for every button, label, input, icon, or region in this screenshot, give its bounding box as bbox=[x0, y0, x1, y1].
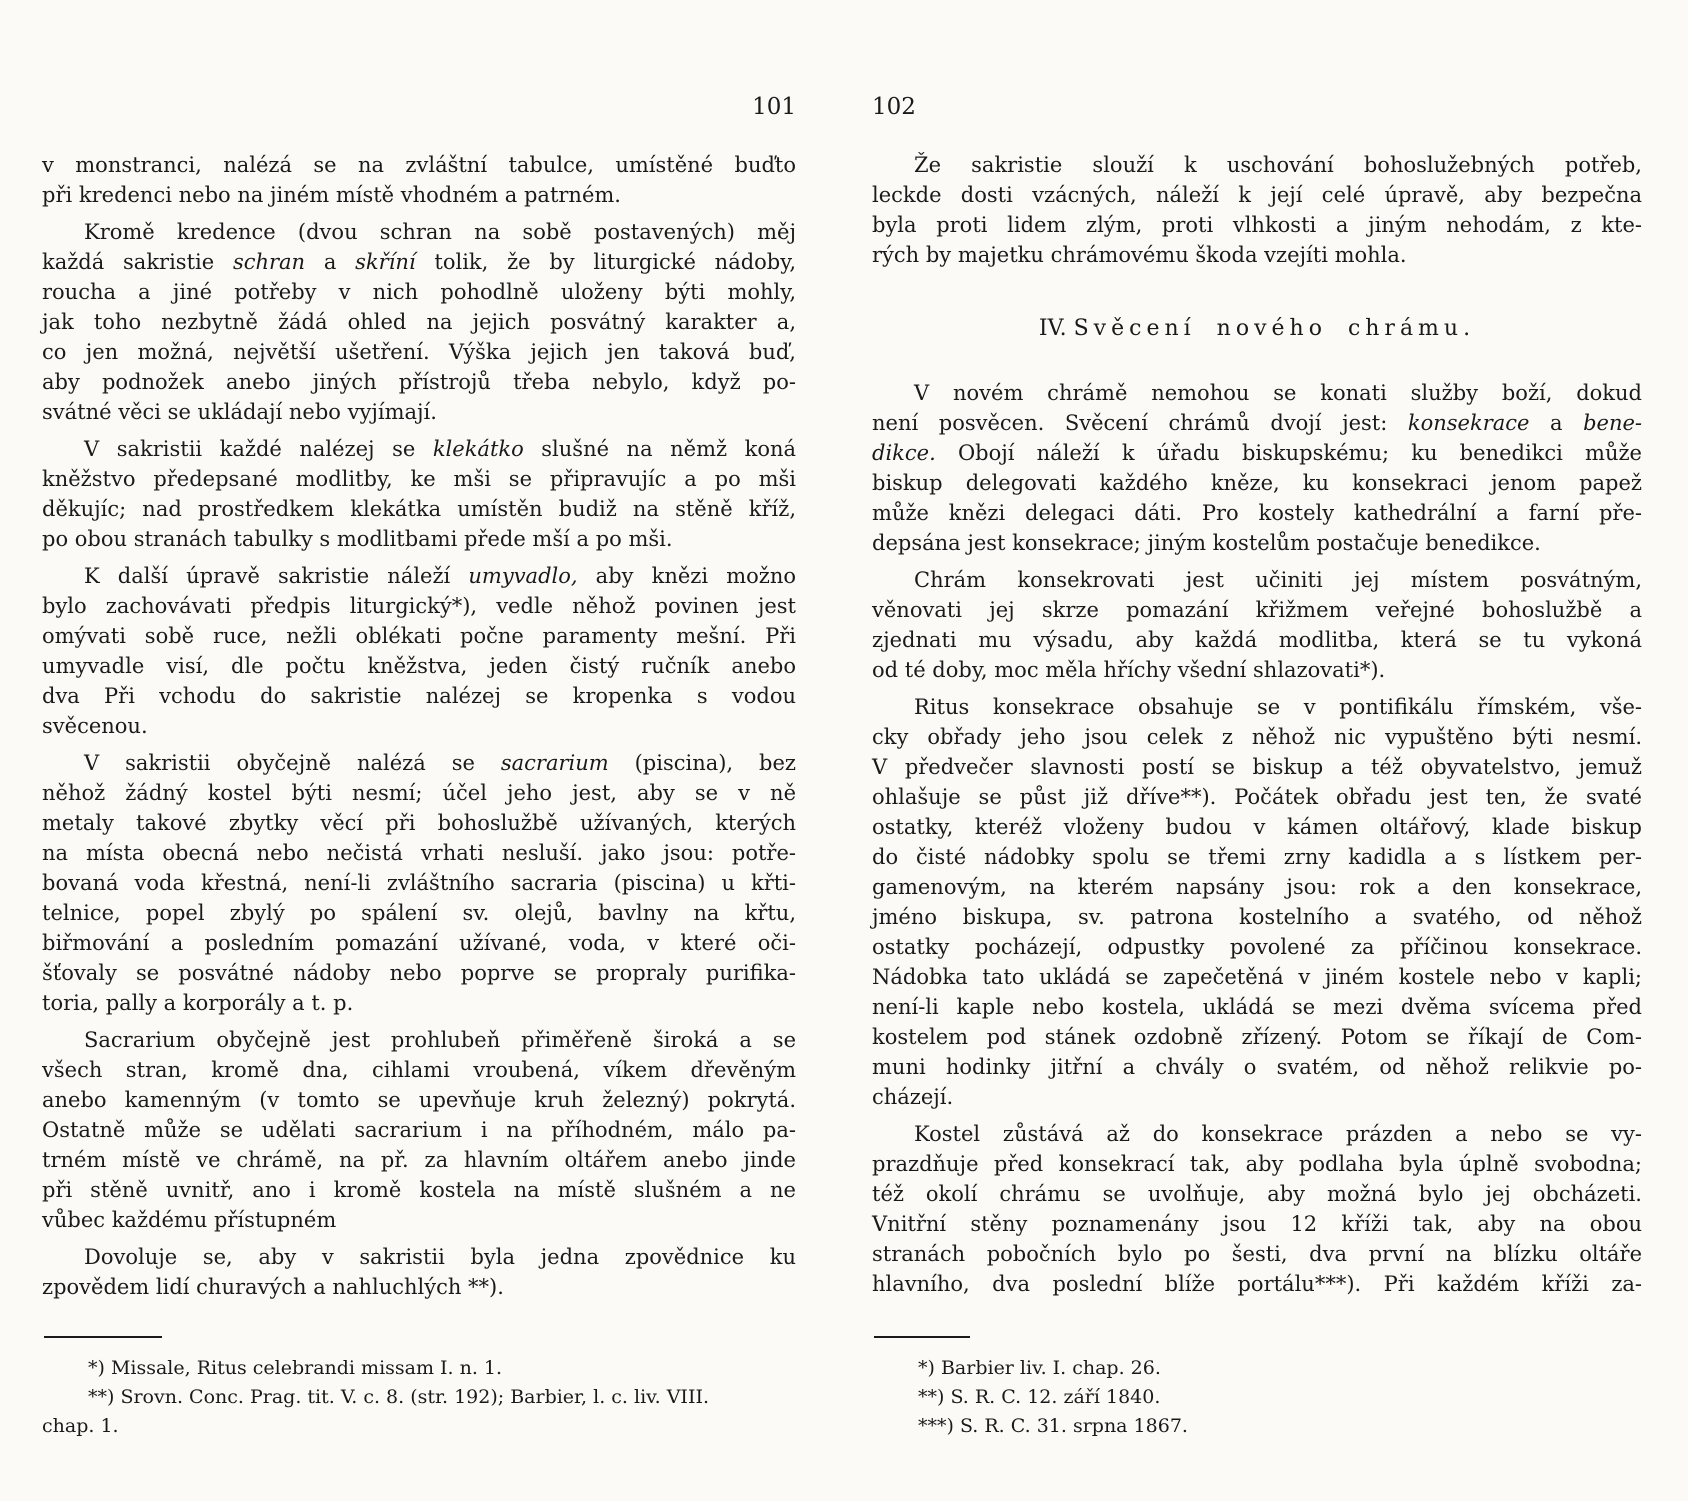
text-line: od té doby, moc měla hříchy všední shlazovati*). bbox=[872, 658, 1386, 682]
text-line: též okolí chrámu se uvolňuje, aby možná bylo jej obcházeti. bbox=[872, 1182, 1642, 1206]
text-line: Ritus konsekrace obsahuje se v pontifikálu římském, vše- bbox=[914, 695, 1642, 719]
text-line: dva Při vchodu do sakristie nalézej se kropenka s vodou bbox=[42, 684, 796, 708]
text-line: leckde dosti vzácných, náleží k její celé úpravě, aby bezpečna bbox=[872, 183, 1642, 207]
heading-title: Svěcení nového chrámu. bbox=[1073, 316, 1476, 341]
footnote-line: **) Srovn. Conc. Prag. tit. V. c. 8. (str. 192); Barbier, l. c. liv. VIII. bbox=[88, 1386, 709, 1408]
text-line: umyvadle visí, dle počtu kněžstva, jeden čistý ručník anebo bbox=[42, 654, 796, 678]
text-line: šťovaly se posvátné nádoby nebo poprve se propraly purifika- bbox=[42, 961, 796, 985]
paragraph bbox=[42, 561, 796, 741]
text-line: gamenovým, na kterém napsány jsou: rok a den konsekrace, bbox=[872, 875, 1642, 899]
footnote-line: *) Barbier liv. I. chap. 26. bbox=[918, 1357, 1161, 1379]
text-line: V sakristii obyčejně nalézá se sacrarium (piscina), bez bbox=[84, 751, 796, 775]
text-line: trném místě ve chrámě, na př. za hlavním oltářem anebo jinde bbox=[42, 1148, 796, 1172]
text-line: muni hodinky jitřní a chvály o svatém, od něhož relikvie po- bbox=[872, 1055, 1642, 1079]
text-line: kněžstvo předepsané modlitby, ke mši se připravujíc a po mši bbox=[42, 467, 796, 491]
page-102 bbox=[872, 0, 1642, 1501]
text-line: jak toho nezbytně žádá ohled na jejich posvátný karakter a, bbox=[42, 310, 796, 334]
text-line: aby podnožek anebo jiných přístrojů třeba nebylo, když po- bbox=[42, 370, 796, 394]
paragraph bbox=[42, 748, 796, 1018]
footnote-rule bbox=[874, 1336, 970, 1338]
page-content bbox=[42, 150, 796, 1309]
text-line: zjednati mu výsadu, aby každá modlitba, která se tu vykoná bbox=[872, 628, 1642, 652]
footnote-line: **) S. R. C. 12. září 1840. bbox=[918, 1386, 1161, 1408]
page-number: 102 bbox=[872, 94, 916, 120]
text-line: svátné věci se ukládají nebo vyjímají. bbox=[42, 400, 437, 424]
text-line: do čisté nádobky spolu se třemi zrny kadidla a s lístkem per- bbox=[872, 845, 1642, 869]
footnote-list bbox=[42, 1354, 796, 1441]
text-line: cky obřady jeho jsou celek z něhož nic vypuštěno býti nesmí. bbox=[872, 725, 1642, 749]
text-line: Sacrarium obyčejně jest prohlubeň přiměřeně široká a se bbox=[84, 1028, 796, 1052]
paragraph bbox=[42, 217, 796, 427]
text-line: V sakristii každé nalézej se klekátko slušné na němž koná bbox=[84, 437, 797, 461]
text-line: věnovati jej skrze pomazání křižmem veřejné bohoslužbě a bbox=[872, 598, 1642, 622]
footnotes bbox=[872, 1336, 1642, 1441]
text-line: Nádobka tato ukládá se zapečetěná v jiném kostele nebo v kapli; bbox=[872, 965, 1642, 989]
text-line: ostatky, kteréž vloženy budou v kámen oltářový, klade biskup bbox=[872, 815, 1642, 839]
text-line: Kostel zůstává až do konsekrace prázden a nebo se vy- bbox=[914, 1122, 1642, 1146]
text-line: Chrám konsekrovati jest učiniti jej místem posvátným, bbox=[914, 568, 1642, 592]
text-line: co jen možná, největší ušetření. Výška jejich jen taková buď, bbox=[42, 340, 796, 364]
text-line: bovaná voda křestná, není-li zvláštního sacraria (piscina) u křti- bbox=[42, 871, 796, 895]
text-line: všech stran, kromě dna, cihlami vroubená, víkem dřevěným bbox=[42, 1058, 796, 1082]
text-line: depsána jest konsekrace; jiným kostelům postačuje benedikce. bbox=[872, 531, 1541, 555]
paragraph bbox=[872, 692, 1642, 1112]
paragraph bbox=[42, 434, 796, 554]
text-line: toria, pally a korporály a t. p. bbox=[42, 991, 354, 1015]
footnote-line: ***) S. R. C. 31. srpna 1867. bbox=[918, 1415, 1188, 1437]
text-line: při kredenci nebo na jiném místě vhodném a patrném. bbox=[42, 183, 621, 207]
footnotes bbox=[42, 1336, 796, 1441]
heading-numeral: IV. bbox=[1038, 316, 1074, 341]
text-line: při stěně uvnitř, ano i kromě kostela na místě slušném a ne bbox=[42, 1178, 796, 1202]
page-number: 101 bbox=[752, 94, 796, 120]
text-line: každá sakristie schran a skříní tolik, že by liturgické nádoby, bbox=[42, 250, 796, 274]
paragraph bbox=[872, 1119, 1642, 1299]
paragraph bbox=[872, 378, 1642, 558]
text-line: roucha a jiné potřeby v nich pohodlně uloženy býti mohly, bbox=[42, 280, 796, 304]
footnote-list bbox=[872, 1354, 1642, 1441]
text-line: může knězi delegaci dáti. Pro kostely kathedrální a farní pře- bbox=[872, 501, 1642, 525]
page-content bbox=[872, 150, 1642, 1306]
text-line: ohlašuje se půst již dříve**). Počátek obřadu jest ten, že svaté bbox=[872, 785, 1642, 809]
text-line: metaly takové zbytky věcí při bohoslužbě užívaných, kterých bbox=[42, 811, 796, 835]
text-line: svěcenou. bbox=[42, 714, 148, 738]
text-line: Ostatně může se udělati sacrarium i na příhodném, málo pa- bbox=[42, 1118, 796, 1142]
paragraph bbox=[872, 565, 1642, 685]
text-line: jméno biskupa, sv. patrona kostelního a svatého, od něhož bbox=[872, 905, 1642, 929]
paragraph bbox=[42, 150, 796, 210]
footnote-line: chap. 1. bbox=[42, 1415, 119, 1437]
text-line: zpovědem lidí churavých a nahluchlých **). bbox=[42, 1275, 504, 1299]
text-line: hlavního, dva poslední blíže portálu***). Při každém kříži za- bbox=[872, 1272, 1642, 1296]
text-line: K další úpravě sakristie náleží umyvadlo, aby knězi možno bbox=[84, 564, 796, 588]
text-line: není posvěcen. Svěcení chrámů dvojí jest: konsekrace a bene- bbox=[872, 411, 1643, 435]
footnote-rule bbox=[44, 1336, 162, 1338]
text-line: ostatky pocházejí, odpustky povolené za příčinou konsekrace. bbox=[872, 935, 1642, 959]
text-line: omývati sobě ruce, nežli oblékati počne paramenty mešní. Při bbox=[42, 624, 796, 648]
text-line: V předvečer slavnosti postí se biskup a též obyvatelstvo, jemuž bbox=[872, 755, 1642, 779]
text-line: na místa obecná nebo nečistá vrhati nesluší. jako jsou: potře- bbox=[42, 841, 796, 865]
text-line: prazdňuje před konsekrací tak, aby podlaha byla úplně svobodna; bbox=[872, 1152, 1642, 1176]
text-line: stranách pobočních bylo po šesti, dva první na blízku oltáře bbox=[872, 1242, 1642, 1266]
text-line: po obou stranách tabulky s modlitbami přede mší a po mši. bbox=[42, 527, 673, 551]
text-line: Kromě kredence (dvou schran na sobě postavených) měj bbox=[84, 220, 796, 244]
text-line: rých by majetku chrámovému škoda vzejíti mohla. bbox=[872, 243, 1407, 267]
text-line: něhož žádný kostel býti nesmí; účel jeho jest, aby se v ně bbox=[42, 781, 796, 805]
text-line: cházejí. bbox=[872, 1085, 954, 1109]
text-line: bylo zachovávati předpis liturgický*), vedle něhož povinen jest bbox=[42, 594, 796, 618]
text-line: anebo kamenným (v tomto se upevňuje kruh železný) pokrytá. bbox=[42, 1088, 796, 1112]
text-line: Dovoluje se, aby v sakristii byla jedna zpovědnice ku bbox=[84, 1245, 796, 1269]
section-heading bbox=[872, 314, 1642, 344]
text-line: není-li kaple nebo kostela, ukládá se mezi dvěma svícema před bbox=[872, 995, 1642, 1019]
text-line: kostelem pod stánek ozdobně zřízený. Potom se říkají de Com- bbox=[872, 1025, 1642, 1049]
footnote-line: *) Missale, Ritus celebrandi missam I. n. 1. bbox=[88, 1357, 503, 1379]
text-line: dikce. Obojí náleží k úřadu biskupskému; ku benedikci může bbox=[872, 441, 1642, 465]
page-101 bbox=[42, 0, 796, 1501]
paragraph bbox=[42, 1242, 796, 1302]
text-line: v monstranci, nalézá se na zvláštní tabulce, umístěné buďto bbox=[42, 153, 796, 177]
text-line: V novém chrámě nemohou se konati služby boží, dokud bbox=[914, 381, 1642, 405]
text-line: Že sakristie slouží k uschování bohoslužebných potřeb, bbox=[914, 153, 1642, 177]
paragraph bbox=[42, 1025, 796, 1235]
text-line: vůbec každému přístupném bbox=[42, 1208, 337, 1232]
paragraph bbox=[872, 150, 1642, 270]
text-line: Vnitřní stěny poznamenány jsou 12 kříži tak, aby na obou bbox=[872, 1212, 1642, 1236]
text-line: byla proti lidem zlým, proti vlhkosti a jiným nehodám, z kte- bbox=[872, 213, 1642, 237]
text-line: telnice, popel zbylý po spálení sv. olejů, bavlny na křtu, bbox=[42, 901, 796, 925]
text-line: biřmování a posledním pomazání užívané, voda, v které oči- bbox=[42, 931, 796, 955]
text-line: biskup delegovati každého kněze, ku konsekraci jenom papež bbox=[872, 471, 1642, 495]
text-line: děkujíc; nad prostředkem klekátka umístěn budiž na stěně kříž, bbox=[42, 497, 796, 521]
